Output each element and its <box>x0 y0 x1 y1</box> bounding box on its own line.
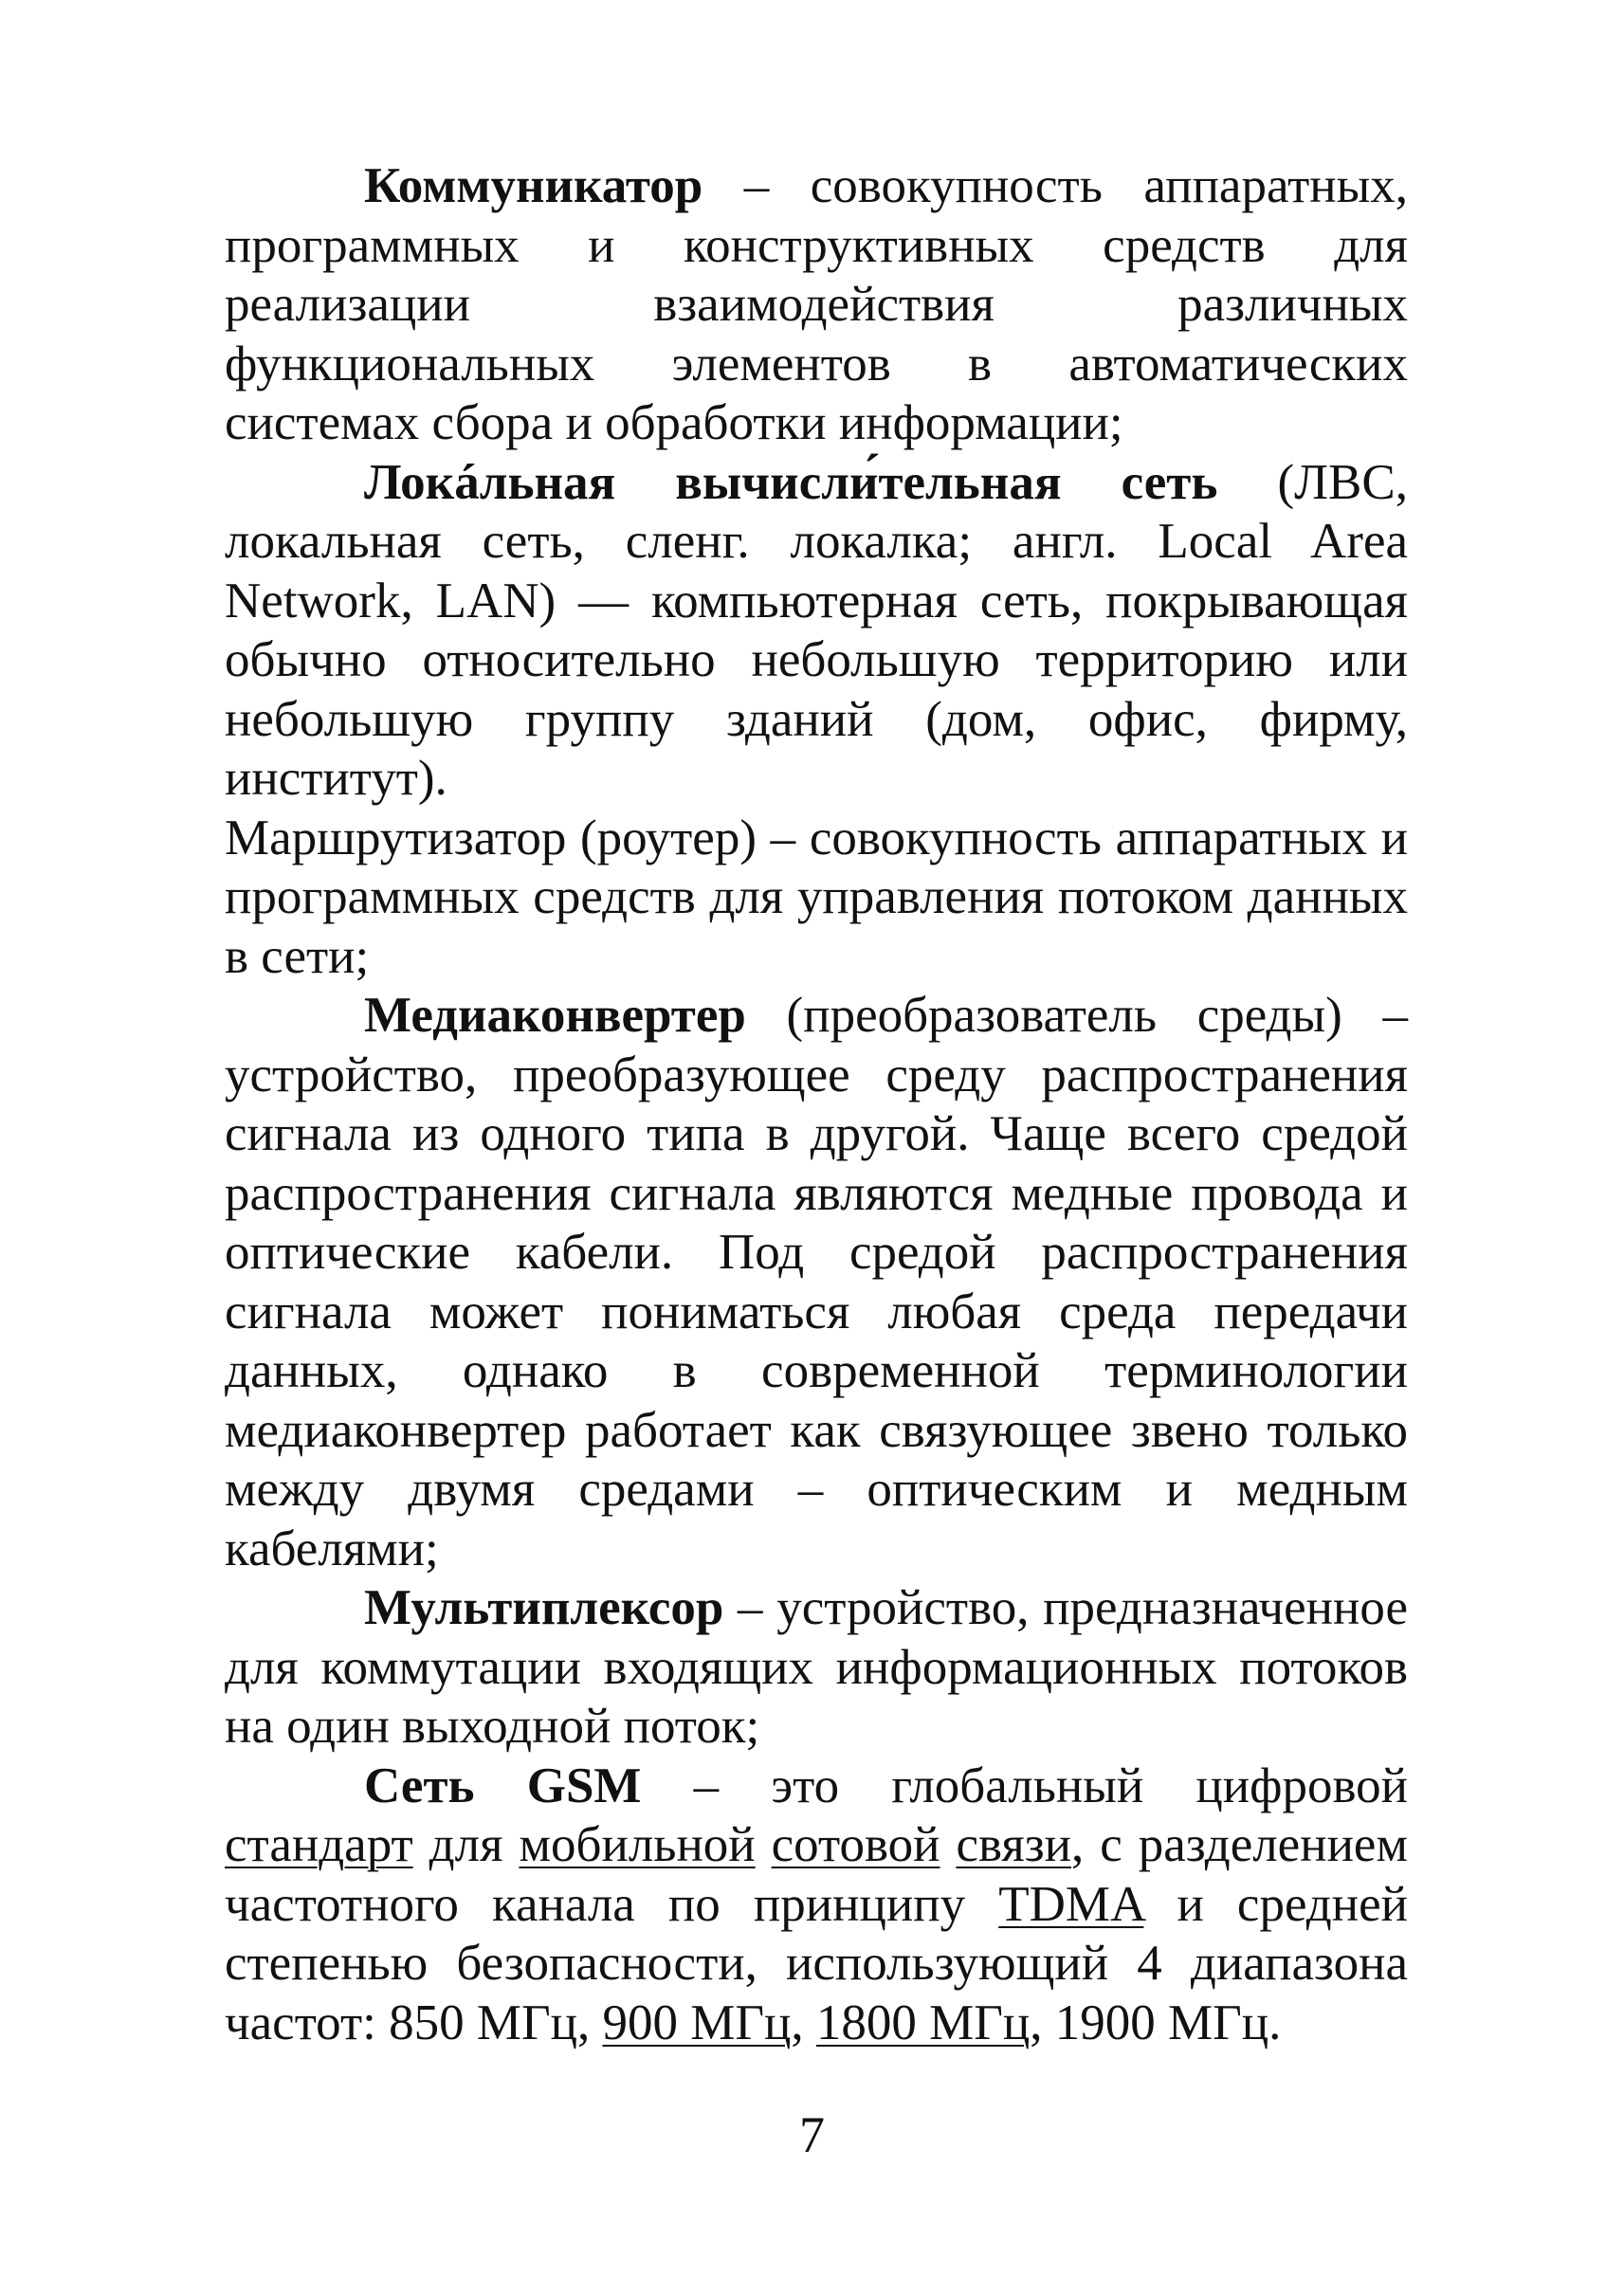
paragraph-media-converter <box>225 986 1408 1578</box>
definition-lan: (ЛВС, локальная сеть, сленг. локалка; англ. Local Area Network, LAN) — компьютерная сеть, покрывающая обычно относительно небольшую территорию или небольшую группу зданий (дом, офис, фирму, институт). <box>225 454 1409 806</box>
definition-media-converter: (преобразователь среды) – устройство, преобразующее среду распространения сигнала из одного типа в другой. Чаще всего средой распространения сигнала являются медные провода и оптические кабели. Под средой распространения сигнала может пониматься любая среда передачи данных, однако в современной терминологии медиаконвертер работает как связующее звено только между двумя средами – оптическим и медным кабелями; <box>225 988 1408 1576</box>
term-gsm: Сеть GSM <box>364 1758 642 1813</box>
gsm-text-3 <box>756 1817 772 1872</box>
definition-multiplexer: – устройство, предназначенное для коммутации входящих информационных потоков на один выходной поток; <box>225 1580 1408 1754</box>
paragraph-multiplexer <box>225 1578 1408 1757</box>
gsm-text-5: , с разделением частотного канала по принципу <box>225 1817 1408 1932</box>
gsm-text-6: и средней степенью безопасности, использующий 4 диапазона частот: 850 МГц, <box>225 1876 1408 2050</box>
definition-router: Маршрутизатор (роутер) – совокупность аппаратных и программных средств для управления потоком данных в сети; <box>225 810 1408 984</box>
page-body <box>225 156 1408 2052</box>
paragraph-router <box>225 809 1408 987</box>
link-900-mhz[interactable]: 900 МГц <box>602 1994 792 2050</box>
gsm-text-2: для <box>412 1817 520 1872</box>
term-communicator: Коммуникатор <box>364 158 703 213</box>
link-cellular[interactable]: сотовой <box>771 1817 940 1872</box>
term-media-converter: Медиаконвертер <box>364 988 746 1043</box>
link-standard[interactable]: стандарт <box>225 1817 413 1872</box>
paragraph-gsm <box>225 1757 1408 2053</box>
link-tdma[interactable]: TDMA <box>998 1876 1144 1932</box>
link-1800-mhz[interactable]: 1800 МГц <box>815 1994 1031 2050</box>
link-mobile[interactable]: мобильной <box>519 1817 756 1872</box>
gsm-text-1: – это глобальный цифровой <box>641 1758 1409 1813</box>
term-lan: Локáльная вычисли́тельная сеть <box>364 454 1218 510</box>
term-multiplexer: Мультиплексор <box>364 1580 724 1635</box>
paragraph-communicator <box>225 156 1408 453</box>
link-communication[interactable]: связи <box>956 1817 1071 1872</box>
gsm-text-7: , <box>791 1994 816 2050</box>
gsm-text-4 <box>940 1817 956 1872</box>
definition-communicator: – совокупность аппаратных, программных и конструктивных средств для реализации взаимодействия различных функциональных элементов в автоматических системах сбора и обработки информации; <box>225 158 1408 450</box>
paragraph-lan <box>225 453 1408 809</box>
gsm-text-8: , 1900 МГц. <box>1030 1994 1282 2050</box>
page-number: 7 <box>799 2106 825 2163</box>
